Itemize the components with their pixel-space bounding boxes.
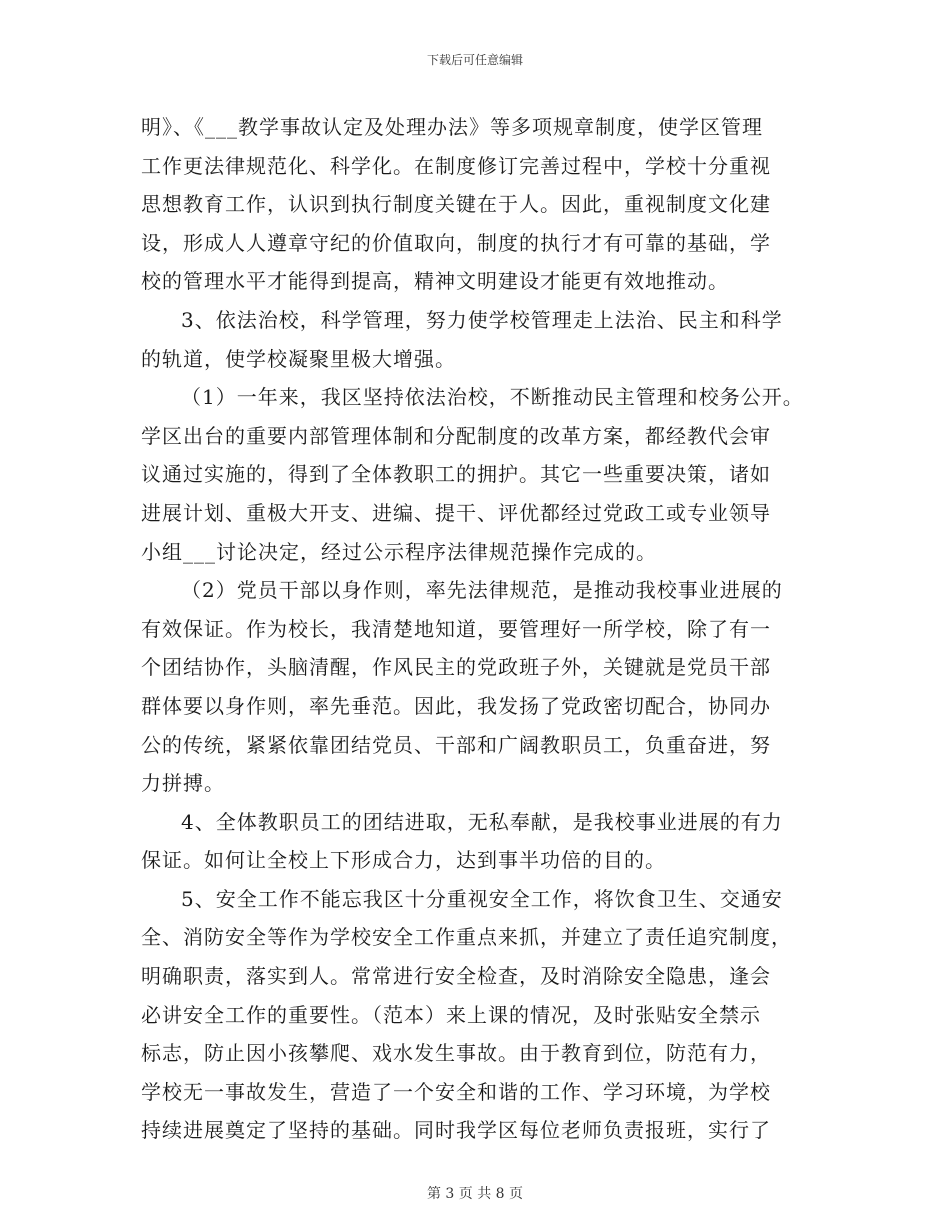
text-line: 进展计划、重极大开支、进编、提干、评优都经过党政工或专业领导 — [141, 500, 771, 525]
text-line: 议通过实施的，得到了全体教职工的拥护。其它一些重要决策，诸如 — [141, 462, 771, 487]
text-line: 持续进展奠定了坚持的基础。同时我学区每位老师负责报班，实行了 — [141, 1118, 771, 1143]
text-line: 小组___讨论决定，经过公示程序法律规范操作完成的。 — [141, 539, 657, 564]
text-line: 标志，防止因小孩攀爬、戏水发生事故。由于教育到位，防范有力， — [141, 1041, 771, 1066]
document-body — [141, 108, 811, 1150]
text-line: 必讲安全工作的重要性。（范本）来上课的情况，及时张贴安全禁示 — [141, 1002, 761, 1027]
text-line: 的轨道，使学校凝聚里极大增强。 — [141, 346, 456, 371]
text-line: 工作更法律规范化、科学化。在制度修订完善过程中，学校十分重视 — [141, 153, 771, 178]
text-line: 校的管理水平才能得到提高，精神文明建设才能更有效地推动。 — [141, 269, 729, 294]
page-footer: 第 3 页 共 8 页 — [426, 1186, 524, 1202]
text-line: 公的传统，紧紧依靠团结党员、干部和广阔教职员工，负重奋进，努 — [141, 732, 771, 757]
paragraph-start-line: 3、依法治校，科学管理，努力使学校管理走上法治、民主和科学 — [181, 307, 783, 332]
text-line: 全、消防安全等作为学校安全工作重点来抓，并建立了责任追究制度， — [141, 925, 792, 950]
paragraph-start-line: （2）党员干部以身作则，率先法律规范，是推动我校事业进展的 — [181, 578, 783, 603]
paragraph-start-line: 4、全体教职员工的团结进取，无私奉献，是我校事业进展的有力 — [181, 809, 783, 834]
paragraph-start-line: 5、安全工作不能忘我区十分重视安全工作，将饮食卫生、交通安 — [181, 886, 783, 911]
text-line: 群体要以身作则，率先垂范。因此，我发扬了党政密切配合，协同办 — [141, 693, 771, 718]
text-line: 有效保证。作为校长，我清楚地知道，要管理好一所学校，除了有一 — [141, 616, 771, 641]
text-line: 设，形成人人遵章守纪的价值取向，制度的执行才有可靠的基础，学 — [141, 230, 771, 255]
text-line: 思想教育工作，认识到执行制度关键在于人。因此，重视制度文化建 — [141, 192, 771, 217]
text-line: 学校无一事故发生，营造了一个安全和谐的工作、学习环境，为学校 — [141, 1079, 771, 1104]
paragraph-start-line: （1）一年来，我区坚持依法治校，不断推动民主管理和校务公开。 — [181, 385, 804, 410]
text-line: 力拼搏。 — [141, 771, 225, 796]
text-line: 学区出台的重要内部管理体制和分配制度的改革方案，都经教代会审 — [141, 423, 771, 448]
text-line: 明确职责，落实到人。常常进行安全检查，及时消除安全隐患，逢会 — [141, 964, 771, 989]
page-header: 下载后可任意编辑 — [426, 53, 523, 67]
text-line: 个团结协作，头脑清醒，作风民主的党政班子外，关键就是党员干部 — [141, 655, 771, 680]
text-line: 保证。如何让全校上下形成合力，达到事半功倍的目的。 — [141, 848, 666, 873]
text-line: 明》、《___教学事故认定及处理办法》等多项规章制度，使学区管理 — [141, 115, 763, 139]
